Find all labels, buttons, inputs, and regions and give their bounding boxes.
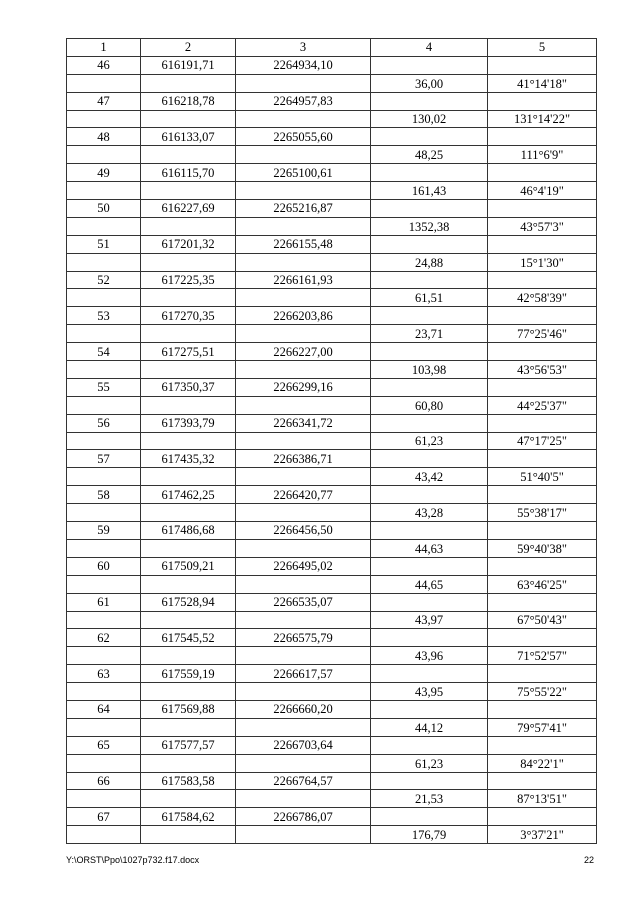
angle-cell-empty	[488, 629, 597, 647]
distance-cell: 61,23	[371, 754, 488, 772]
empty-cell	[141, 110, 236, 128]
distance-cell: 1352,38	[371, 217, 488, 235]
distance-cell: 60,80	[371, 396, 488, 414]
segment-row	[67, 289, 597, 307]
empty-cell	[141, 754, 236, 772]
empty-cell	[67, 396, 141, 414]
distance-cell: 24,88	[371, 253, 488, 271]
point-row	[67, 557, 597, 575]
point-number-cell: 54	[67, 343, 141, 361]
angle-cell-empty	[488, 271, 597, 289]
angle-cell: 51°40'5"	[488, 468, 597, 486]
x-coordinate-cell: 617509,21	[141, 557, 236, 575]
y-coordinate-cell: 2266575,79	[236, 629, 371, 647]
empty-cell	[67, 754, 141, 772]
point-row	[67, 665, 597, 683]
distance-cell-empty	[371, 200, 488, 218]
point-number-cell: 60	[67, 557, 141, 575]
angle-cell: 75°55'22"	[488, 683, 597, 701]
point-row	[67, 700, 597, 718]
empty-cell	[67, 539, 141, 557]
empty-cell	[141, 504, 236, 522]
distance-cell-empty	[371, 307, 488, 325]
point-row	[67, 92, 597, 110]
empty-cell	[236, 74, 371, 92]
coordinates-table-body	[67, 39, 597, 844]
distance-cell-empty	[371, 235, 488, 253]
x-coordinate-cell: 617201,32	[141, 235, 236, 253]
empty-cell	[141, 468, 236, 486]
angle-cell-empty	[488, 450, 597, 468]
x-coordinate-cell: 617545,52	[141, 629, 236, 647]
segment-row	[67, 790, 597, 808]
empty-cell	[236, 182, 371, 200]
angle-cell: 59°40'38"	[488, 539, 597, 557]
empty-cell	[67, 504, 141, 522]
segment-row	[67, 361, 597, 379]
segment-row	[67, 146, 597, 164]
point-number-cell: 56	[67, 414, 141, 432]
angle-cell-empty	[488, 56, 597, 74]
angle-cell: 67°50'43"	[488, 611, 597, 629]
angle-cell: 87°13'51"	[488, 790, 597, 808]
distance-cell-empty	[371, 522, 488, 540]
point-number-cell: 53	[67, 307, 141, 325]
angle-cell: 42°58'39"	[488, 289, 597, 307]
empty-cell	[141, 539, 236, 557]
point-number-cell: 52	[67, 271, 141, 289]
empty-cell	[236, 396, 371, 414]
distance-cell-empty	[371, 414, 488, 432]
distance-cell-empty	[371, 557, 488, 575]
angle-cell: 84°22'1"	[488, 754, 597, 772]
distance-cell-empty	[371, 486, 488, 504]
point-number-cell: 55	[67, 378, 141, 396]
x-coordinate-cell: 617435,32	[141, 450, 236, 468]
x-coordinate-cell: 617486,68	[141, 522, 236, 540]
segment-row	[67, 575, 597, 593]
distance-cell-empty	[371, 450, 488, 468]
angle-cell-empty	[488, 200, 597, 218]
empty-cell	[67, 361, 141, 379]
point-number-cell: 62	[67, 629, 141, 647]
empty-cell	[236, 683, 371, 701]
x-coordinate-cell: 617270,35	[141, 307, 236, 325]
coordinates-table	[66, 38, 597, 844]
angle-cell-empty	[488, 343, 597, 361]
empty-cell	[141, 826, 236, 844]
empty-cell	[141, 647, 236, 665]
empty-cell	[67, 110, 141, 128]
angle-cell: 77°25'46"	[488, 325, 597, 343]
empty-cell	[67, 325, 141, 343]
x-coordinate-cell: 617275,51	[141, 343, 236, 361]
empty-cell	[141, 683, 236, 701]
y-coordinate-cell: 2264957,83	[236, 92, 371, 110]
empty-cell	[236, 575, 371, 593]
empty-cell	[236, 253, 371, 271]
angle-cell: 55°38'17"	[488, 504, 597, 522]
angle-cell-empty	[488, 772, 597, 790]
distance-cell: 44,12	[371, 718, 488, 736]
distance-cell: 61,23	[371, 432, 488, 450]
empty-cell	[236, 504, 371, 522]
empty-cell	[67, 647, 141, 665]
segment-row	[67, 110, 597, 128]
empty-cell	[67, 790, 141, 808]
y-coordinate-cell: 2265216,87	[236, 200, 371, 218]
point-row	[67, 414, 597, 432]
y-coordinate-cell: 2266341,72	[236, 414, 371, 432]
empty-cell	[236, 647, 371, 665]
y-coordinate-cell: 2266299,16	[236, 378, 371, 396]
angle-cell-empty	[488, 378, 597, 396]
point-row	[67, 736, 597, 754]
empty-cell	[141, 361, 236, 379]
segment-row	[67, 74, 597, 92]
distance-cell-empty	[371, 772, 488, 790]
distance-cell: 176,79	[371, 826, 488, 844]
empty-cell	[141, 611, 236, 629]
point-number-cell: 59	[67, 522, 141, 540]
empty-cell	[67, 826, 141, 844]
empty-cell	[67, 253, 141, 271]
x-coordinate-cell: 617225,35	[141, 271, 236, 289]
empty-cell	[141, 74, 236, 92]
distance-cell: 36,00	[371, 74, 488, 92]
angle-cell-empty	[488, 665, 597, 683]
distance-cell-empty	[371, 378, 488, 396]
empty-cell	[141, 790, 236, 808]
x-coordinate-cell: 617584,62	[141, 808, 236, 826]
segment-row	[67, 468, 597, 486]
x-coordinate-cell: 616133,07	[141, 128, 236, 146]
angle-cell-empty	[488, 808, 597, 826]
empty-cell	[236, 146, 371, 164]
angle-cell-empty	[488, 700, 597, 718]
y-coordinate-cell: 2266161,93	[236, 271, 371, 289]
empty-cell	[236, 611, 371, 629]
point-number-cell: 57	[67, 450, 141, 468]
angle-cell-empty	[488, 92, 597, 110]
y-coordinate-cell: 2266203,86	[236, 307, 371, 325]
header-cell: 5	[488, 39, 597, 57]
distance-cell-empty	[371, 92, 488, 110]
angle-cell: 3°37'21"	[488, 826, 597, 844]
segment-row	[67, 718, 597, 736]
distance-cell: 61,51	[371, 289, 488, 307]
distance-cell: 161,43	[371, 182, 488, 200]
empty-cell	[236, 754, 371, 772]
angle-cell: 15°1'30"	[488, 253, 597, 271]
segment-row	[67, 647, 597, 665]
empty-cell	[141, 575, 236, 593]
point-number-cell: 48	[67, 128, 141, 146]
file-path: Y:\ORST\Ppo\1027p732.f17.docx	[66, 855, 200, 865]
segment-row	[67, 253, 597, 271]
distance-cell-empty	[371, 56, 488, 74]
distance-cell: 130,02	[371, 110, 488, 128]
empty-cell	[141, 253, 236, 271]
angle-cell-empty	[488, 557, 597, 575]
x-coordinate-cell: 617577,57	[141, 736, 236, 754]
empty-cell	[141, 217, 236, 235]
point-row	[67, 808, 597, 826]
angle-cell: 63°46'25"	[488, 575, 597, 593]
header-cell: 2	[141, 39, 236, 57]
point-row	[67, 271, 597, 289]
y-coordinate-cell: 2266456,50	[236, 522, 371, 540]
empty-cell	[236, 217, 371, 235]
segment-row	[67, 754, 597, 772]
point-row	[67, 343, 597, 361]
empty-cell	[67, 74, 141, 92]
point-number-cell: 65	[67, 736, 141, 754]
y-coordinate-cell: 2266535,07	[236, 593, 371, 611]
empty-cell	[236, 826, 371, 844]
empty-cell	[141, 182, 236, 200]
distance-cell: 43,42	[371, 468, 488, 486]
point-row	[67, 522, 597, 540]
angle-cell: 79°57'41"	[488, 718, 597, 736]
angle-cell-empty	[488, 522, 597, 540]
empty-cell	[236, 432, 371, 450]
distance-cell-empty	[371, 629, 488, 647]
angle-cell: 43°57'3"	[488, 217, 597, 235]
x-coordinate-cell: 616218,78	[141, 92, 236, 110]
x-coordinate-cell: 617583,58	[141, 772, 236, 790]
segment-row	[67, 539, 597, 557]
header-cell: 4	[371, 39, 488, 57]
x-coordinate-cell: 617462,25	[141, 486, 236, 504]
page-number: 22	[583, 855, 594, 865]
angle-cell-empty	[488, 736, 597, 754]
segment-row	[67, 396, 597, 414]
point-row	[67, 128, 597, 146]
distance-cell-empty	[371, 700, 488, 718]
x-coordinate-cell: 617350,37	[141, 378, 236, 396]
angle-cell-empty	[488, 307, 597, 325]
x-coordinate-cell: 616191,71	[141, 56, 236, 74]
segment-row	[67, 683, 597, 701]
angle-cell: 131°14'22"	[488, 110, 597, 128]
empty-cell	[67, 217, 141, 235]
x-coordinate-cell: 617528,94	[141, 593, 236, 611]
y-coordinate-cell: 2266227,00	[236, 343, 371, 361]
y-coordinate-cell: 2266786,07	[236, 808, 371, 826]
angle-cell-empty	[488, 128, 597, 146]
empty-cell	[141, 396, 236, 414]
segment-row	[67, 504, 597, 522]
angle-cell-empty	[488, 486, 597, 504]
angle-cell-empty	[488, 414, 597, 432]
angle-cell: 41°14'18"	[488, 74, 597, 92]
y-coordinate-cell: 2266155,48	[236, 235, 371, 253]
y-coordinate-cell: 2266495,02	[236, 557, 371, 575]
point-number-cell: 50	[67, 200, 141, 218]
distance-cell-empty	[371, 343, 488, 361]
y-coordinate-cell: 2265055,60	[236, 128, 371, 146]
distance-cell-empty	[371, 808, 488, 826]
y-coordinate-cell: 2266703,64	[236, 736, 371, 754]
distance-cell: 43,95	[371, 683, 488, 701]
x-coordinate-cell: 616115,70	[141, 164, 236, 182]
empty-cell	[236, 790, 371, 808]
x-coordinate-cell: 617559,19	[141, 665, 236, 683]
empty-cell	[141, 146, 236, 164]
point-row	[67, 307, 597, 325]
distance-cell: 23,71	[371, 325, 488, 343]
point-number-cell: 61	[67, 593, 141, 611]
empty-cell	[141, 289, 236, 307]
point-number-cell: 64	[67, 700, 141, 718]
point-row	[67, 629, 597, 647]
y-coordinate-cell: 2265100,61	[236, 164, 371, 182]
distance-cell-empty	[371, 164, 488, 182]
segment-row	[67, 432, 597, 450]
y-coordinate-cell: 2266617,57	[236, 665, 371, 683]
point-number-cell: 67	[67, 808, 141, 826]
empty-cell	[141, 325, 236, 343]
point-row	[67, 56, 597, 74]
angle-cell: 46°4'19"	[488, 182, 597, 200]
angle-cell-empty	[488, 235, 597, 253]
distance-cell: 44,63	[371, 539, 488, 557]
segment-row	[67, 217, 597, 235]
empty-cell	[67, 182, 141, 200]
point-row	[67, 235, 597, 253]
point-row	[67, 486, 597, 504]
y-coordinate-cell: 2264934,10	[236, 56, 371, 74]
distance-cell: 48,25	[371, 146, 488, 164]
point-number-cell: 63	[67, 665, 141, 683]
distance-cell: 43,97	[371, 611, 488, 629]
point-row	[67, 772, 597, 790]
segment-row	[67, 325, 597, 343]
point-number-cell: 66	[67, 772, 141, 790]
distance-cell: 44,65	[371, 575, 488, 593]
x-coordinate-cell: 617569,88	[141, 700, 236, 718]
x-coordinate-cell: 617393,79	[141, 414, 236, 432]
empty-cell	[67, 289, 141, 307]
header-row	[67, 39, 597, 57]
point-row	[67, 164, 597, 182]
empty-cell	[67, 575, 141, 593]
y-coordinate-cell: 2266420,77	[236, 486, 371, 504]
y-coordinate-cell: 2266660,20	[236, 700, 371, 718]
y-coordinate-cell: 2266764,57	[236, 772, 371, 790]
distance-cell-empty	[371, 271, 488, 289]
angle-cell-empty	[488, 164, 597, 182]
angle-cell: 44°25'37"	[488, 396, 597, 414]
y-coordinate-cell: 2266386,71	[236, 450, 371, 468]
header-cell: 1	[67, 39, 141, 57]
distance-cell: 43,96	[371, 647, 488, 665]
distance-cell: 103,98	[371, 361, 488, 379]
point-number-cell: 51	[67, 235, 141, 253]
empty-cell	[67, 611, 141, 629]
segment-row	[67, 182, 597, 200]
x-coordinate-cell: 616227,69	[141, 200, 236, 218]
angle-cell: 111°6'9"	[488, 146, 597, 164]
empty-cell	[67, 718, 141, 736]
point-row	[67, 378, 597, 396]
empty-cell	[141, 718, 236, 736]
segment-row	[67, 611, 597, 629]
angle-cell: 43°56'53"	[488, 361, 597, 379]
point-number-cell: 47	[67, 92, 141, 110]
empty-cell	[67, 146, 141, 164]
angle-cell-empty	[488, 593, 597, 611]
empty-cell	[236, 289, 371, 307]
point-row	[67, 200, 597, 218]
empty-cell	[67, 432, 141, 450]
distance-cell: 21,53	[371, 790, 488, 808]
empty-cell	[67, 683, 141, 701]
segment-row	[67, 826, 597, 844]
empty-cell	[236, 539, 371, 557]
point-number-cell: 49	[67, 164, 141, 182]
distance-cell-empty	[371, 736, 488, 754]
empty-cell	[236, 361, 371, 379]
angle-cell: 47°17'25"	[488, 432, 597, 450]
empty-cell	[236, 718, 371, 736]
empty-cell	[67, 468, 141, 486]
point-number-cell: 58	[67, 486, 141, 504]
point-row	[67, 450, 597, 468]
empty-cell	[141, 432, 236, 450]
point-row	[67, 593, 597, 611]
empty-cell	[236, 325, 371, 343]
distance-cell-empty	[371, 665, 488, 683]
header-cell: 3	[236, 39, 371, 57]
distance-cell-empty	[371, 128, 488, 146]
point-number-cell: 46	[67, 56, 141, 74]
distance-cell-empty	[371, 593, 488, 611]
distance-cell: 43,28	[371, 504, 488, 522]
angle-cell: 71°52'57"	[488, 647, 597, 665]
empty-cell	[236, 468, 371, 486]
empty-cell	[236, 110, 371, 128]
